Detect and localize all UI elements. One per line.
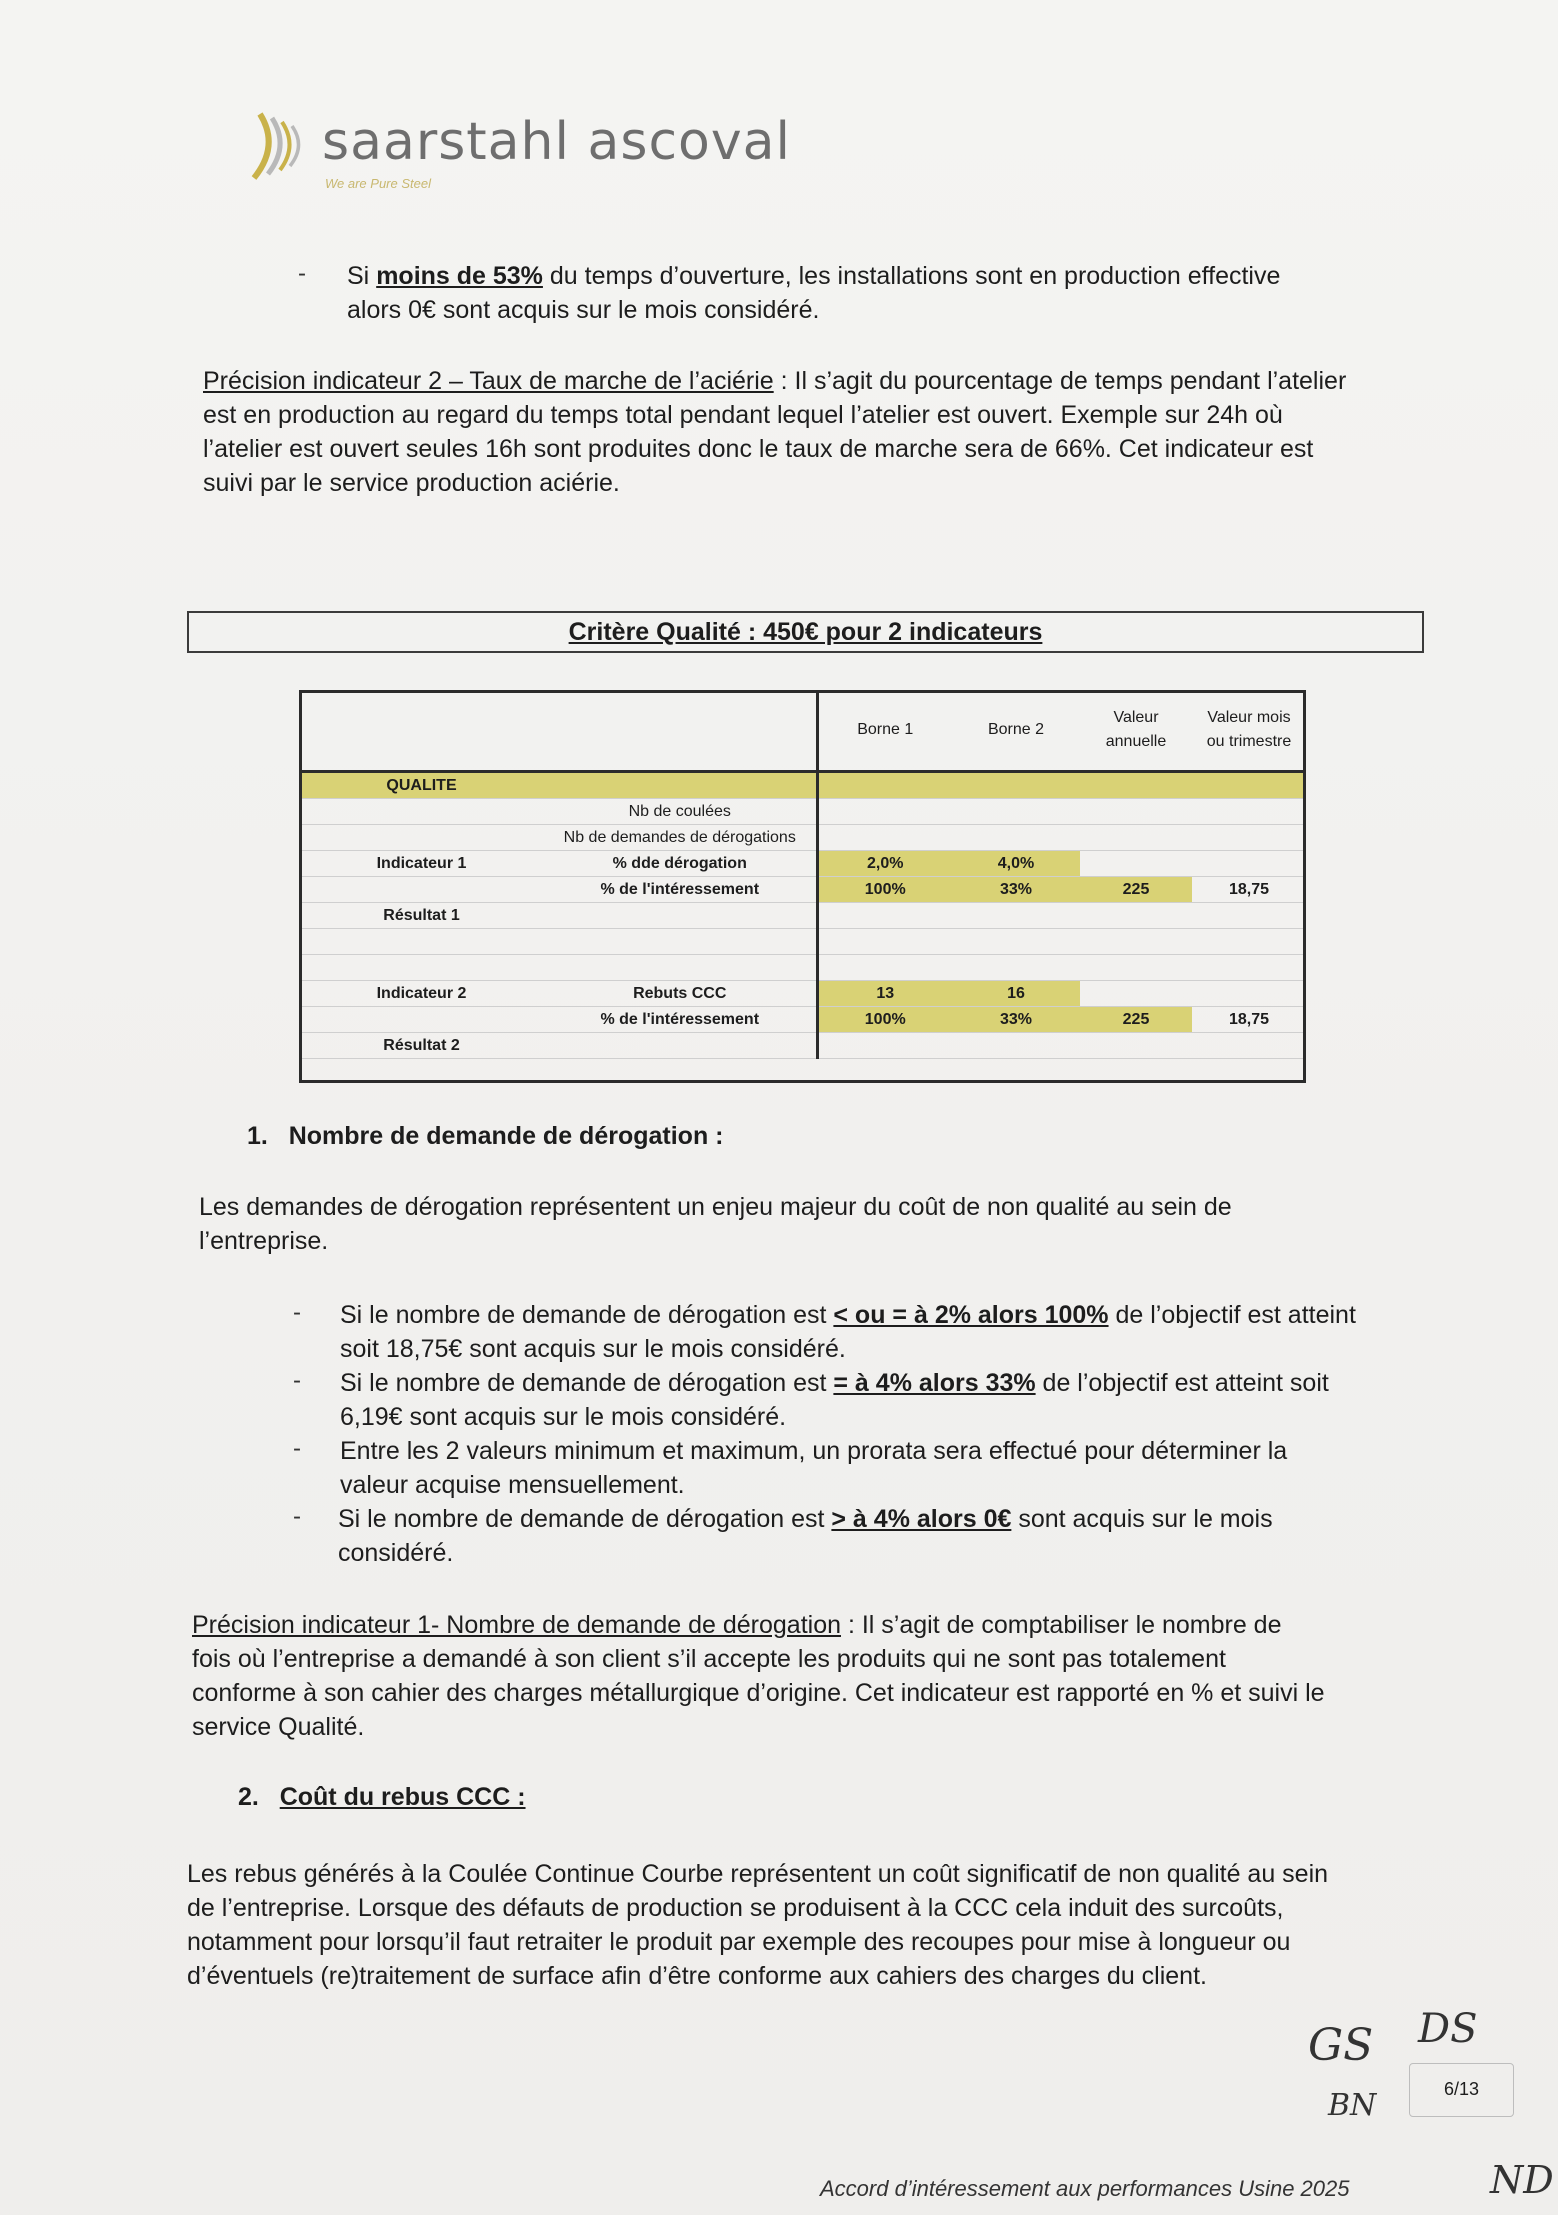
section-label: QUALITE [299, 772, 544, 799]
table-row: Nb de coulées [299, 799, 1306, 825]
bullet-dash: - [293, 1367, 301, 1394]
table-row [299, 929, 1306, 955]
header-borne-1: Borne 1 [817, 690, 952, 772]
precision-2-title: Précision indicateur 2 – Taux de marche de l’aciérie [203, 367, 774, 395]
brand-name: saarstahl ascoval [322, 112, 791, 172]
brand-tagline: We are Pure Steel [325, 176, 431, 191]
initials-ds: DS [1418, 2006, 1478, 2052]
initials-bn: BN [1328, 2088, 1377, 2123]
bullet-dash: - [293, 1299, 301, 1326]
saarstahl-logo-icon [250, 108, 310, 184]
table-row: % de l'intéressement 100% 33% 225 18,75 [299, 877, 1306, 903]
table-row: Indicateur 2 Rebuts CCC 13 16 [299, 981, 1306, 1007]
section-1-bullet: Si le nombre de demande de dérogation est > à 4% alors 0€ sont acquis sur le mois considéré. [338, 1505, 1273, 1567]
bullet-top: Si moins de 53% du temps d’ouverture, les installations sont en production effective alors 0€ sont acquis sur le mois considéré. [347, 262, 1281, 324]
section-1-bullet: Si le nombre de demande de dérogation est < ou = à 2% alors 100% de l’objectif est atteint soit 18,75€ sont acquis sur le mois considéré. [340, 1301, 1356, 1363]
quality-table [299, 690, 1306, 1083]
section-1-heading: 1. Nombre de demande de dérogation : [247, 1122, 724, 1150]
section-1-bullet: Entre les 2 valeurs minimum et maximum, un prorata sera effectué pour déterminer la valeur acquise mensuellement. [340, 1437, 1288, 1499]
header-valeur-mois: Valeur mois ou trimestre [1192, 690, 1306, 772]
table-row [299, 955, 1306, 981]
initials-gs: GS [1308, 2020, 1374, 2071]
table-row: % de l'intéressement 100% 33% 225 18,75 [299, 1007, 1306, 1033]
table-row: Indicateur 1 % dde dérogation 2,0% 4,0% [299, 851, 1306, 877]
criteria-title-box: Critère Qualité : 450€ pour 2 indicateurs [187, 611, 1424, 653]
header-borne-2: Borne 2 [952, 690, 1080, 772]
table-row: Résultat 1 [299, 903, 1306, 929]
table-section-row [299, 772, 1306, 799]
precision-indicateur-2: Précision indicateur 2 – Taux de marche de l’aciérie : Il s’agit du pourcentage de temps pendant l’atelier est en production au regard du temps total pendant lequel l’atelier est ouvert. Exemple sur 24h où l’atelier est ouvert seules 16h sont produites donc le taux de marche sera de 66%. Cet indicateur est suivi par le service production aciérie. [203, 367, 1347, 497]
section-1-intro: Les demandes de dérogation représentent un enjeu majeur du coût de non qualité au sein de l’entreprise. [199, 1193, 1232, 1255]
header-valeur-annuelle: Valeur annuelle [1080, 690, 1192, 772]
initials-nd: ND [1490, 2158, 1554, 2202]
bullet-dash: - [298, 260, 306, 287]
page-number: 6/13 [1409, 2063, 1514, 2117]
table-header-row [299, 690, 1306, 772]
table-row: Nb de demandes de dérogations [299, 825, 1306, 851]
section-1-bullet: Si le nombre de demande de dérogation est = à 4% alors 33% de l’objectif est atteint soit 6,19€ sont acquis sur le mois considéré. [340, 1369, 1329, 1431]
precision-1-title: Précision indicateur 1- Nombre de demande de dérogation [192, 1611, 841, 1639]
precision-indicateur-1: Précision indicateur 1- Nombre de demande de dérogation : Il s’agit de comptabiliser le nombre de fois où l’entreprise a demandé à son client s’il accepte les produits qui ne sont pas totalement conforme à son cahier des charges métallurgique d’origine. Cet indicateur est rapporté en % et suivi le service Qualité. [192, 1611, 1325, 1741]
footer-text: Accord d’intéressement aux performances Usine 2025 [820, 2176, 1350, 2201]
table-row: Résultat 2 [299, 1033, 1306, 1059]
section-2-heading: 2. Coût du rebus CCC : [238, 1783, 526, 1811]
section-2-body: Les rebus générés à la Coulée Continue Courbe représentent un coût significatif de non qualité au sein de l’entreprise. Lorsque des défauts de production se produisent à la CCC cela induit des surcoûts, notamment pour lorsqu’il faut retraiter le produit par exemple des recoupes pour mise à longueur ou d’éventuels (re)traitement de surface afin d’être conforme aux cahiers des charges du client. [187, 1860, 1329, 1990]
bullet-dash: - [293, 1435, 301, 1462]
bullet-dash: - [293, 1503, 301, 1530]
